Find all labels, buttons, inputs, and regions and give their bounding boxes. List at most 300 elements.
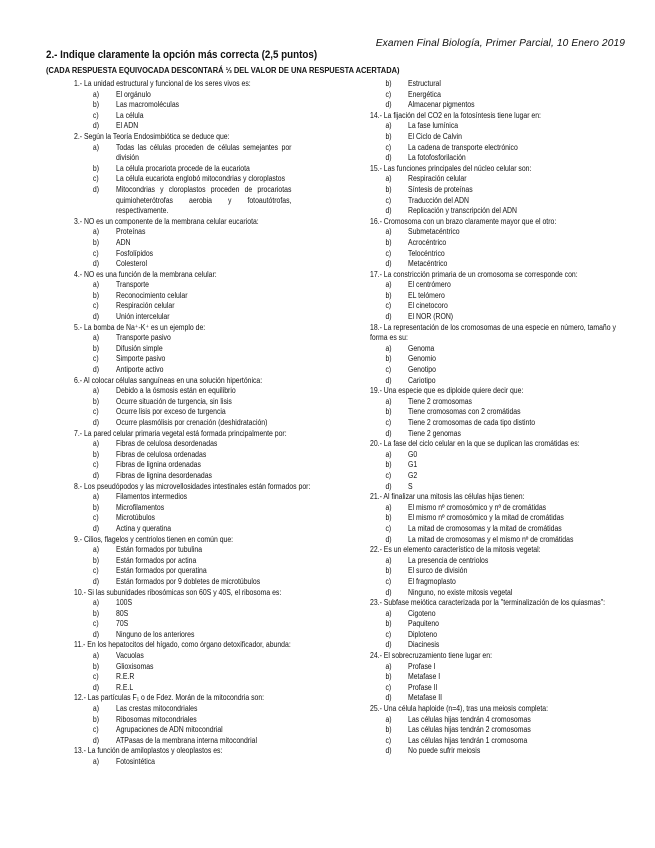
option-text: Respiración celular: [408, 174, 467, 184]
answer-option: [370, 301, 632, 312]
exam-header: Examen Final Biología, Primer Parcial, 10 Enero 2019: [375, 38, 625, 49]
question: [370, 439, 632, 492]
option-letter: d): [92, 735, 100, 745]
answer-option: [74, 291, 320, 302]
option-text: Tiene 2 cromosomas: [408, 396, 472, 406]
option-letter: a): [92, 142, 100, 152]
answer-option: [370, 683, 632, 694]
answer-option: [74, 725, 320, 736]
option-text: La fotofosforilación: [408, 153, 466, 163]
answer-option: [74, 185, 320, 217]
option-letter: d): [92, 682, 100, 692]
question-text: 19.- Una especie que es diploide quiere decir que:: [370, 386, 524, 396]
option-letter: d): [385, 259, 392, 269]
option-letter: a): [92, 280, 100, 290]
answer-option: [370, 672, 632, 683]
question-text: 24.- El sobrecruzamiento tiene lugar en:: [370, 651, 492, 661]
question-text: 20.- La fase del ciclo celular en la que se duplican las cromátidas es:: [370, 439, 580, 449]
answer-option: [370, 418, 632, 429]
answer-option: [74, 683, 320, 694]
answer-option: [74, 757, 320, 768]
option-text: Las macromoléculas: [116, 100, 180, 110]
option-letter: c): [92, 174, 99, 184]
option-text: Todas las células proceden de células semejantes por división: [116, 142, 292, 163]
answer-option: [370, 482, 632, 493]
option-letter: c): [92, 725, 99, 735]
option-letter: c): [385, 142, 392, 152]
option-text: Vacuolas: [116, 651, 144, 661]
option-letter: d): [92, 576, 100, 586]
answer-option: [74, 513, 320, 524]
answer-option: [74, 301, 320, 312]
question: [74, 588, 320, 641]
answer-option: [74, 333, 320, 344]
option-text: Filamentos intermedios: [116, 492, 188, 502]
option-letter: d): [92, 523, 100, 533]
answer-option: [74, 259, 320, 270]
option-letter: c): [385, 301, 392, 311]
question-text: 16.- Cromosoma con un brazo claramente mayor que el otro:: [370, 216, 557, 226]
option-text: La célula procariota procede de la eucariota: [116, 163, 250, 173]
question: [370, 545, 632, 598]
option-letter: b): [92, 555, 100, 565]
answer-option: [370, 715, 632, 726]
answer-option: [74, 164, 320, 175]
option-letter: c): [385, 523, 392, 533]
option-letter: d): [92, 470, 100, 480]
answer-option: [370, 450, 632, 461]
option-letter: b): [92, 661, 100, 671]
option-letter: d): [385, 428, 392, 438]
answer-option: [370, 619, 632, 630]
answer-option: [74, 344, 320, 355]
answer-option: [74, 386, 320, 397]
option-letter: b): [92, 237, 100, 247]
answer-option: [74, 598, 320, 609]
option-text: Cariotipo: [408, 375, 436, 385]
answer-option: [370, 312, 632, 323]
option-text: Debido a la ósmosis están en equilibrio: [116, 386, 236, 396]
answer-option: [370, 365, 632, 376]
answer-option: [370, 588, 632, 599]
answer-option: [370, 344, 632, 355]
question: [370, 217, 632, 270]
option-text: La mitad de cromosomas y el mismo nº de cromátidas: [408, 534, 574, 544]
option-letter: c): [92, 301, 99, 311]
question: [370, 270, 632, 323]
option-letter: d): [92, 629, 100, 639]
option-letter: c): [385, 629, 392, 639]
option-text: ADN: [116, 237, 131, 247]
option-letter: d): [385, 153, 392, 163]
option-letter: d): [385, 746, 392, 756]
option-letter: c): [92, 354, 99, 364]
answer-option: [370, 291, 632, 302]
answer-option: [74, 556, 320, 567]
answer-option: [370, 725, 632, 736]
answer-option: [74, 143, 320, 164]
answer-option: [370, 143, 632, 154]
question-text: 9.- Cilios, flagelos y centriolos tienen en común que:: [74, 534, 234, 544]
answer-option: [74, 365, 320, 376]
option-letter: c): [92, 566, 99, 576]
answer-option: [370, 577, 632, 588]
option-text: EL telómero: [408, 290, 445, 300]
question-text: 2.- Según la Teoría Endosimbiótica se deduce que:: [74, 131, 230, 141]
option-letter: b): [92, 449, 100, 459]
answer-option: [74, 280, 320, 291]
option-text: Unión intercelular: [116, 312, 170, 322]
answer-option: [74, 460, 320, 471]
option-letter: a): [385, 502, 392, 512]
option-letter: c): [92, 460, 99, 470]
answer-option: [74, 609, 320, 620]
answer-option: [370, 100, 632, 111]
option-letter: c): [385, 470, 392, 480]
answer-option: [74, 715, 320, 726]
question: [370, 651, 632, 704]
option-text: Profase I: [408, 661, 436, 671]
option-text: Ocurre plasmólisis por crenación (deshidratación): [116, 418, 268, 427]
option-letter: b): [385, 184, 392, 194]
option-text: Ribosomas mitocondriales: [116, 714, 197, 724]
option-text: Reconocimiento celular: [116, 290, 188, 300]
option-text: El orgánulo: [116, 89, 151, 99]
option-text: La célula eucariota englobó mitocondrias y cloroplastos: [116, 174, 286, 184]
question-text: 4.- NO es una función de la membrana celular:: [74, 269, 217, 279]
option-text: Proteínas: [116, 227, 146, 237]
answer-option: [370, 238, 632, 249]
answer-option: [74, 90, 320, 101]
option-text: Submetacéntrico: [408, 227, 460, 237]
option-letter: b): [385, 566, 392, 576]
option-letter: c): [385, 365, 392, 375]
answer-option: [74, 630, 320, 641]
option-letter: a): [385, 396, 392, 406]
answer-option: [370, 206, 632, 217]
option-letter: a): [92, 757, 100, 766]
option-letter: a): [385, 121, 392, 131]
option-letter: d): [385, 375, 392, 385]
answer-option: [370, 556, 632, 567]
question: [74, 746, 320, 767]
option-letter: b): [92, 100, 100, 110]
option-letter: a): [385, 661, 392, 671]
question-text: 3.- NO es un componente de la membrana celular eucariota:: [74, 216, 259, 226]
option-letter: c): [385, 195, 392, 205]
option-text: Ninguno, no existe mitosis vegetal: [408, 587, 513, 597]
section-subtitle: (CADA RESPUESTA EQUIVOCADA DESCONTARÁ ⅓ DEL VALOR DE UNA RESPUESTA ACERTADA): [46, 65, 400, 75]
answer-option: [370, 662, 632, 673]
option-letter: a): [385, 608, 392, 618]
option-letter: b): [92, 163, 100, 173]
option-letter: d): [92, 121, 100, 131]
option-text: Las células hijas tendrán 2 cromosomas: [408, 725, 531, 735]
option-text: Las células hijas tendrán 1 cromosoma: [408, 735, 528, 745]
option-letter: d): [385, 693, 392, 703]
option-text: La presencia de centriolos: [408, 555, 489, 565]
answer-option: [74, 121, 320, 132]
question-text: 17.- La constricción primaria de un cromosoma se corresponde con:: [370, 269, 578, 279]
option-letter: b): [385, 460, 392, 470]
question: [74, 429, 320, 482]
option-letter: c): [385, 248, 392, 258]
question-text: 1.- La unidad estructural y funcional de los seres vivos es:: [74, 79, 251, 88]
answer-option: [370, 280, 632, 291]
option-letter: b): [92, 714, 100, 724]
answer-option: [74, 174, 320, 185]
option-text: El mismo nº cromosómico y nº de cromátidas: [408, 502, 547, 512]
option-text: Metafase II: [408, 693, 443, 703]
option-text: Microtúbulos: [116, 513, 156, 523]
option-letter: a): [92, 545, 100, 555]
answer-option: [370, 132, 632, 143]
question: [74, 270, 320, 323]
option-letter: d): [385, 534, 392, 544]
option-letter: a): [92, 598, 100, 608]
option-letter: b): [385, 513, 392, 523]
question-text: 6.- Al colocar células sanguíneas en una solución hipertónica:: [74, 375, 263, 385]
answer-option: [370, 249, 632, 260]
option-text: Paquiteno: [408, 619, 439, 629]
option-text: R.E.L: [116, 682, 134, 692]
option-letter: c): [385, 418, 392, 427]
option-letter: a): [92, 89, 100, 99]
option-text: Fotosintética: [116, 757, 156, 766]
answer-option: [370, 407, 632, 418]
option-text: Difusión simple: [116, 343, 163, 353]
option-letter: d): [385, 100, 392, 110]
option-text: Almacenar pigmentos: [408, 100, 475, 110]
option-letter: d): [92, 365, 100, 375]
answer-option: [370, 513, 632, 524]
option-text: Están formados por actina: [116, 555, 197, 565]
answer-option: [74, 111, 320, 122]
answer-option: [370, 693, 632, 704]
option-text: Metafase I: [408, 672, 441, 682]
option-text: Replicación y transcripción del ADN: [408, 206, 517, 216]
answer-option: [370, 196, 632, 207]
answer-option: [74, 471, 320, 482]
option-text: Transporte pasivo: [116, 333, 171, 343]
option-letter: d): [92, 418, 100, 427]
question-text: 13.- La función de amiloplastos y oleoplastos es:: [74, 746, 223, 756]
option-letter: b): [92, 608, 100, 618]
question-text: 12.- Las partículas F₁ o de Fdez. Morán de la mitocondria son:: [74, 693, 265, 703]
option-letter: a): [385, 714, 392, 724]
option-letter: a): [92, 651, 100, 661]
question: [74, 535, 320, 588]
question-text: 10.- Si las subunidades ribosómicas son 60S y 40S, el ribosoma es:: [74, 587, 282, 597]
question-text: 15.- Las funciones principales del núcleo celular son:: [370, 163, 532, 173]
option-text: G2: [408, 470, 418, 480]
answer-option: [370, 566, 632, 577]
option-text: Telocéntrico: [408, 248, 445, 258]
question: [370, 492, 632, 545]
answer-option: [370, 736, 632, 747]
option-text: Ocurre situación de turgencia, sin lisis: [116, 396, 232, 406]
answer-option: [370, 79, 632, 90]
option-text: Ninguno de los anteriores: [116, 629, 195, 639]
option-text: Transporte: [116, 280, 150, 290]
option-text: Energética: [408, 89, 441, 99]
answer-option: [370, 185, 632, 196]
question: [370, 111, 632, 164]
question: [74, 640, 320, 693]
question-text: 7.- La pared celular primaria vegetal está formada principalmente por:: [74, 428, 287, 438]
option-text: El fragmoplasto: [408, 576, 456, 586]
answer-option: [74, 672, 320, 683]
option-letter: a): [92, 227, 100, 237]
option-text: La mitad de cromosomas y la mitad de cromátidas: [408, 523, 562, 533]
option-text: Metacéntrico: [408, 259, 448, 269]
option-letter: a): [385, 227, 392, 237]
option-text: Tiene 2 genomas: [408, 428, 461, 438]
option-letter: b): [92, 502, 100, 512]
option-text: El ADN: [116, 121, 139, 131]
option-letter: c): [92, 513, 99, 523]
option-text: Colesterol: [116, 259, 147, 269]
option-text: El cinetocoro: [408, 301, 448, 311]
option-letter: a): [92, 333, 100, 343]
question-text: 22.- Es un elemento característico de la mitosis vegetal:: [370, 545, 541, 555]
answer-option: [370, 630, 632, 641]
option-text: El Ciclo de Calvin: [408, 131, 462, 141]
answer-option: [370, 609, 632, 620]
question: [370, 164, 632, 217]
answer-option: [370, 227, 632, 238]
option-letter: a): [92, 386, 100, 396]
option-text: G0: [408, 449, 418, 459]
option-text: Acrocéntrico: [408, 237, 447, 247]
option-letter: b): [385, 290, 392, 300]
question: [370, 323, 632, 387]
option-letter: c): [92, 672, 99, 682]
option-letter: d): [92, 184, 100, 194]
option-text: Microfilamentos: [116, 502, 165, 512]
answer-option: [370, 460, 632, 471]
answer-option: [370, 429, 632, 440]
option-text: Síntesis de proteínas: [408, 184, 473, 194]
question: [74, 482, 320, 535]
option-text: Están formados por queratina: [116, 566, 207, 576]
option-text: La célula: [116, 110, 144, 120]
section-title: 2.- Indique claramente la opción más correcta (2,5 puntos): [46, 49, 318, 61]
option-text: Genomio: [408, 354, 436, 364]
option-text: Mitocondrias y cloroplastos proceden de procariotas quimioheterótrofas aerobia y fotoautótrofas, respectivamente.: [116, 184, 292, 216]
option-text: Diacinesis: [408, 640, 440, 650]
answer-option: [74, 439, 320, 450]
question: [370, 704, 632, 757]
option-text: Fibras de lignina desordenadas: [116, 470, 213, 480]
option-letter: a): [92, 492, 100, 502]
option-letter: a): [385, 280, 392, 290]
answer-option: [74, 736, 320, 747]
answer-option: [74, 503, 320, 514]
option-text: El mismo nº cromosómico y la mitad de cromátidas: [408, 513, 564, 523]
answer-option: [74, 651, 320, 662]
option-letter: c): [385, 89, 392, 99]
option-text: Estructural: [408, 79, 441, 88]
answer-option: [370, 376, 632, 387]
answer-option: [370, 153, 632, 164]
option-letter: c): [92, 619, 99, 629]
option-letter: a): [385, 449, 392, 459]
question: [74, 376, 320, 429]
answer-option: [74, 312, 320, 323]
question-text: 21.- Al finalizar una mitosis las células hijas tienen:: [370, 492, 525, 502]
answer-option: [74, 418, 320, 429]
option-text: Profase II: [408, 682, 438, 692]
question: [370, 79, 632, 111]
answer-option: [74, 407, 320, 418]
answer-option: [370, 121, 632, 132]
option-letter: c): [385, 735, 392, 745]
answer-option: [74, 227, 320, 238]
option-letter: d): [385, 587, 392, 597]
option-letter: d): [385, 640, 392, 650]
question-text: 5.- La bomba de Na⁺-K⁺ es un ejemplo de:: [74, 322, 206, 332]
answer-option: [74, 238, 320, 249]
option-text: Cigoteno: [408, 608, 436, 618]
option-letter: a): [385, 174, 392, 184]
option-text: Simporte pasivo: [116, 354, 166, 364]
option-letter: b): [385, 725, 392, 735]
option-text: Genoma: [408, 343, 435, 353]
option-text: La cadena de transporte electrónico: [408, 142, 518, 152]
option-letter: b): [385, 354, 392, 364]
answer-option: [74, 619, 320, 630]
option-text: Respiración celular: [116, 301, 175, 311]
option-letter: b): [385, 619, 392, 629]
option-text: No puede sufrir meiosis: [408, 746, 481, 756]
right-question-column: [370, 79, 632, 757]
option-letter: d): [385, 206, 392, 216]
answer-option: [74, 566, 320, 577]
answer-option: [74, 577, 320, 588]
question-text: 8.- Los pseudópodos y las microvellosidades intestinales están formados por:: [74, 481, 311, 491]
option-text: Fibras de celulosa ordenadas: [116, 449, 207, 459]
left-question-column: [74, 79, 320, 768]
option-text: ATPasas de la membrana interna mitocondrial: [116, 735, 257, 745]
option-text: 100S: [116, 598, 133, 608]
option-letter: b): [385, 237, 392, 247]
question: [74, 693, 320, 746]
question: [370, 598, 632, 651]
option-letter: b): [385, 131, 392, 141]
option-text: Actina y queratina: [116, 523, 172, 533]
option-text: Las células hijas tendrán 4 cromosomas: [408, 714, 531, 724]
option-letter: b): [385, 407, 392, 417]
answer-option: [370, 535, 632, 546]
option-letter: d): [92, 312, 100, 322]
answer-option: [74, 249, 320, 260]
question-text: 14.- La fijación del CO2 en la fotosíntesis tiene lugar en:: [370, 110, 541, 120]
option-letter: a): [385, 343, 392, 353]
question: [74, 79, 320, 132]
question-text: 18.- La representación de los cromosomas de una especie en número, tamaño y forma es su:: [370, 322, 616, 343]
answer-option: [74, 397, 320, 408]
answer-option: [74, 524, 320, 535]
answer-option: [370, 640, 632, 651]
option-letter: b): [92, 396, 100, 406]
answer-option: [370, 471, 632, 482]
answer-option: [370, 259, 632, 270]
option-letter: d): [385, 481, 392, 491]
option-text: R.E.R: [116, 672, 135, 682]
option-text: Las crestas mitocondriales: [116, 704, 198, 714]
question: [74, 132, 320, 217]
